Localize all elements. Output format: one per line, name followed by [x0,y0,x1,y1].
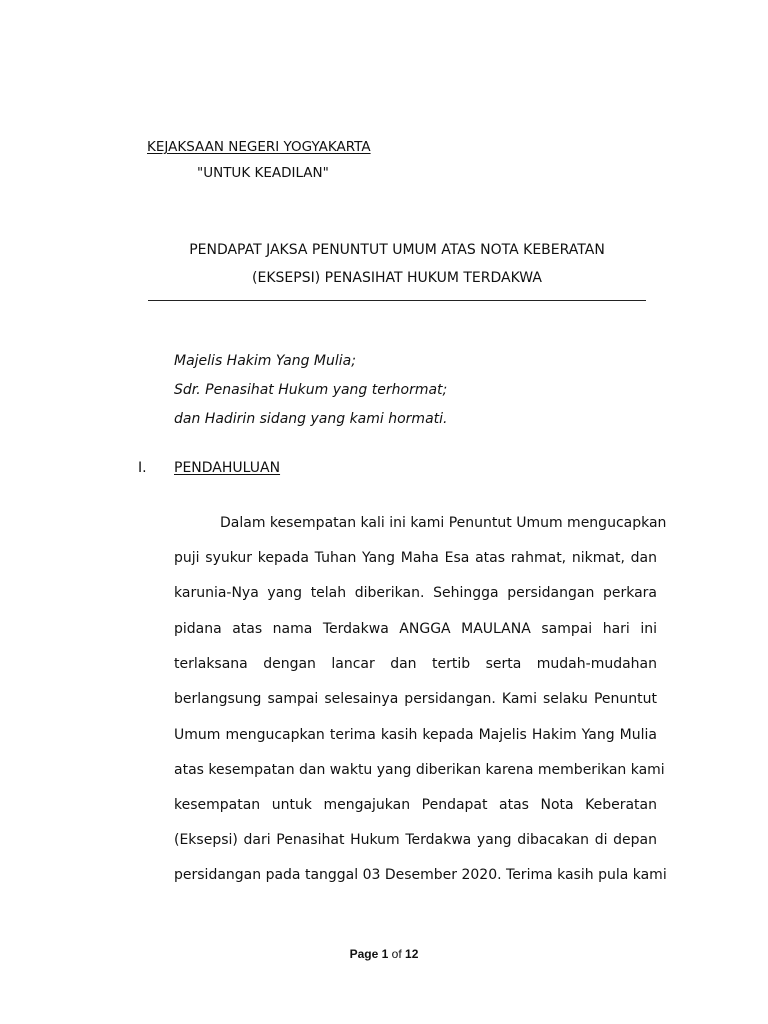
document-title-line-2: (EKSEPSI) PENASIHAT HUKUM TERDAKWA [252,270,542,286]
page-of-label: of [391,947,402,961]
title-divider [148,300,646,301]
page-label: Page [349,947,379,961]
paragraph-line: Dalam kesempatan kali ini kami Penuntut Umum mengucapkan [220,515,667,531]
paragraph-line: Umum mengucapkan terima kasih kepada Majelis Hakim Yang Mulia [174,727,657,743]
section-number: I. [138,460,147,476]
salutation-line: dan Hadirin sidang yang kami hormati. [174,411,448,427]
paragraph-line: atas kesempatan dan waktu yang diberikan karena memberikan kami [174,762,665,778]
page-footer [0,947,768,961]
section-heading: PENDAHULUAN [174,460,281,476]
paragraph-line: pidana atas nama Terdakwa ANGGA MAULANA sampai hari ini [174,621,657,637]
document-title-line-1: PENDAPAT JAKSA PENUNTUT UMUM ATAS NOTA KEBERATAN [189,242,605,258]
paragraph-line: terlaksana dengan lancar dan tertib serta mudah-mudahan [174,656,657,672]
current-page-number: 1 [381,947,389,961]
paragraph-line: (Eksepsi) dari Penasihat Hukum Terdakwa yang dibacakan di depan [174,832,657,848]
total-pages-number: 12 [405,947,419,961]
paragraph-line: puji syukur kepada Tuhan Yang Maha Esa atas rahmat, nikmat, dan [174,550,657,566]
office-name: KEJAKSAAN NEGERI YOGYAKARTA [147,139,371,155]
paragraph-line: karunia-Nya yang telah diberikan. Sehingga persidangan perkara [174,585,657,601]
salutation-line: Sdr. Penasihat Hukum yang terhormat; [174,382,448,398]
salutation-line: Majelis Hakim Yang Mulia; [174,353,356,369]
paragraph-line: berlangsung sampai selesainya persidangan. Kami selaku Penuntut [174,691,657,707]
office-motto: "UNTUK KEADILAN" [197,165,329,181]
paragraph-line: kesempatan untuk mengajukan Pendapat atas Nota Keberatan [174,797,657,813]
paragraph-line: persidangan pada tanggal 03 Desember 2020. Terima kasih pula kami [174,867,667,883]
